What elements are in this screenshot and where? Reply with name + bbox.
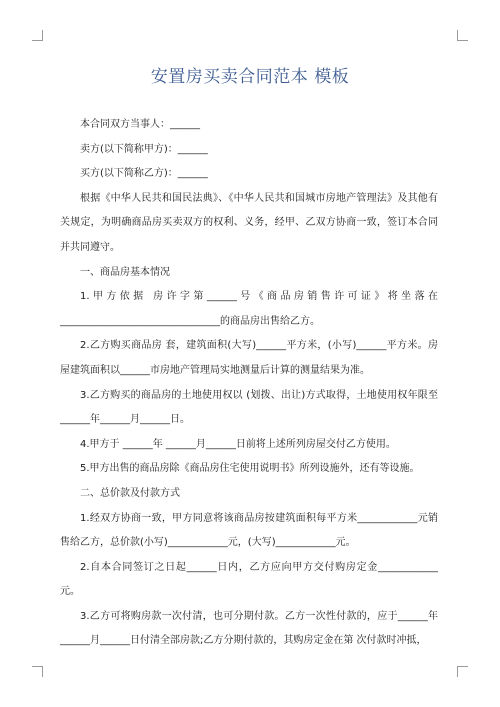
clause-1-2: 2.乙方购买商品房 套，建筑面积(大写)______平方米，(小写)______平方米。房屋建筑面积以______市房地产管理局实地测量后计算的测量结果为准。 bbox=[60, 340, 438, 376]
clause-1-4: 4.甲方于 ______年 ______月______日前将上述所列房屋交付乙方使用。 bbox=[80, 438, 396, 450]
document-body bbox=[60, 113, 438, 654]
clause-1-5: 5.甲方出售的商品房除《商品房住宅使用说明书》所列设施外，还有等设施。 bbox=[80, 463, 420, 475]
crop-mark-top-right bbox=[457, 30, 468, 41]
seller-line: 卖方(以下简称甲方)：______ bbox=[80, 143, 208, 155]
clause-2-1: 1.经双方协商一致，甲方同意将该商品房按建筑面积每平方米____________元销售给乙方，总价款(小写)____________元，(大写)____________元。 bbox=[60, 512, 438, 549]
section-heading-1: 一、商品房基本情况 bbox=[80, 266, 170, 278]
clause-2-3: 3.乙方可将购房款一次付清，也可分期付款。乙方一次性付款的，应于______年______月______日付清全部房款;乙方分期付款的，其购房定金在第 次付款时冲抵， bbox=[60, 610, 438, 647]
crop-mark-top-left bbox=[32, 30, 43, 41]
buyer-line: 买方(以下简称乙方)：______ bbox=[80, 168, 208, 180]
clause-1-3: 3.乙方购买的商品房的土地使用权以 (划拨、出让)方式取得，土地使用权年限至______年______月______日。 bbox=[60, 389, 438, 426]
preamble-paragraph: 根据《中华人民共和国民法典》、《中华人民共和国城市房地产管理法》及其他有关规定，为明确商品房买卖双方的权利、义务，经甲、乙双方协商一致，签订本合同并共同遵守。 bbox=[60, 192, 438, 253]
crop-mark-bottom-left bbox=[32, 666, 43, 677]
clause-2-2: 2.自本合同签订之日起______日内，乙方应向甲方交付购房定金____________元。 bbox=[60, 561, 438, 598]
crop-mark-bottom-right bbox=[457, 666, 468, 677]
section-heading-2: 二、总价款及付款方式 bbox=[80, 487, 180, 499]
document-title: 安置房买卖合同范本 模板 bbox=[150, 67, 350, 87]
clause-1-1: 1.甲方依据 房许字第______号《商品房销售许可证》将坐落在________________________________的商品房出售给乙方。 bbox=[60, 291, 438, 327]
parties-line: 本合同双方当事人：______ bbox=[80, 119, 200, 130]
